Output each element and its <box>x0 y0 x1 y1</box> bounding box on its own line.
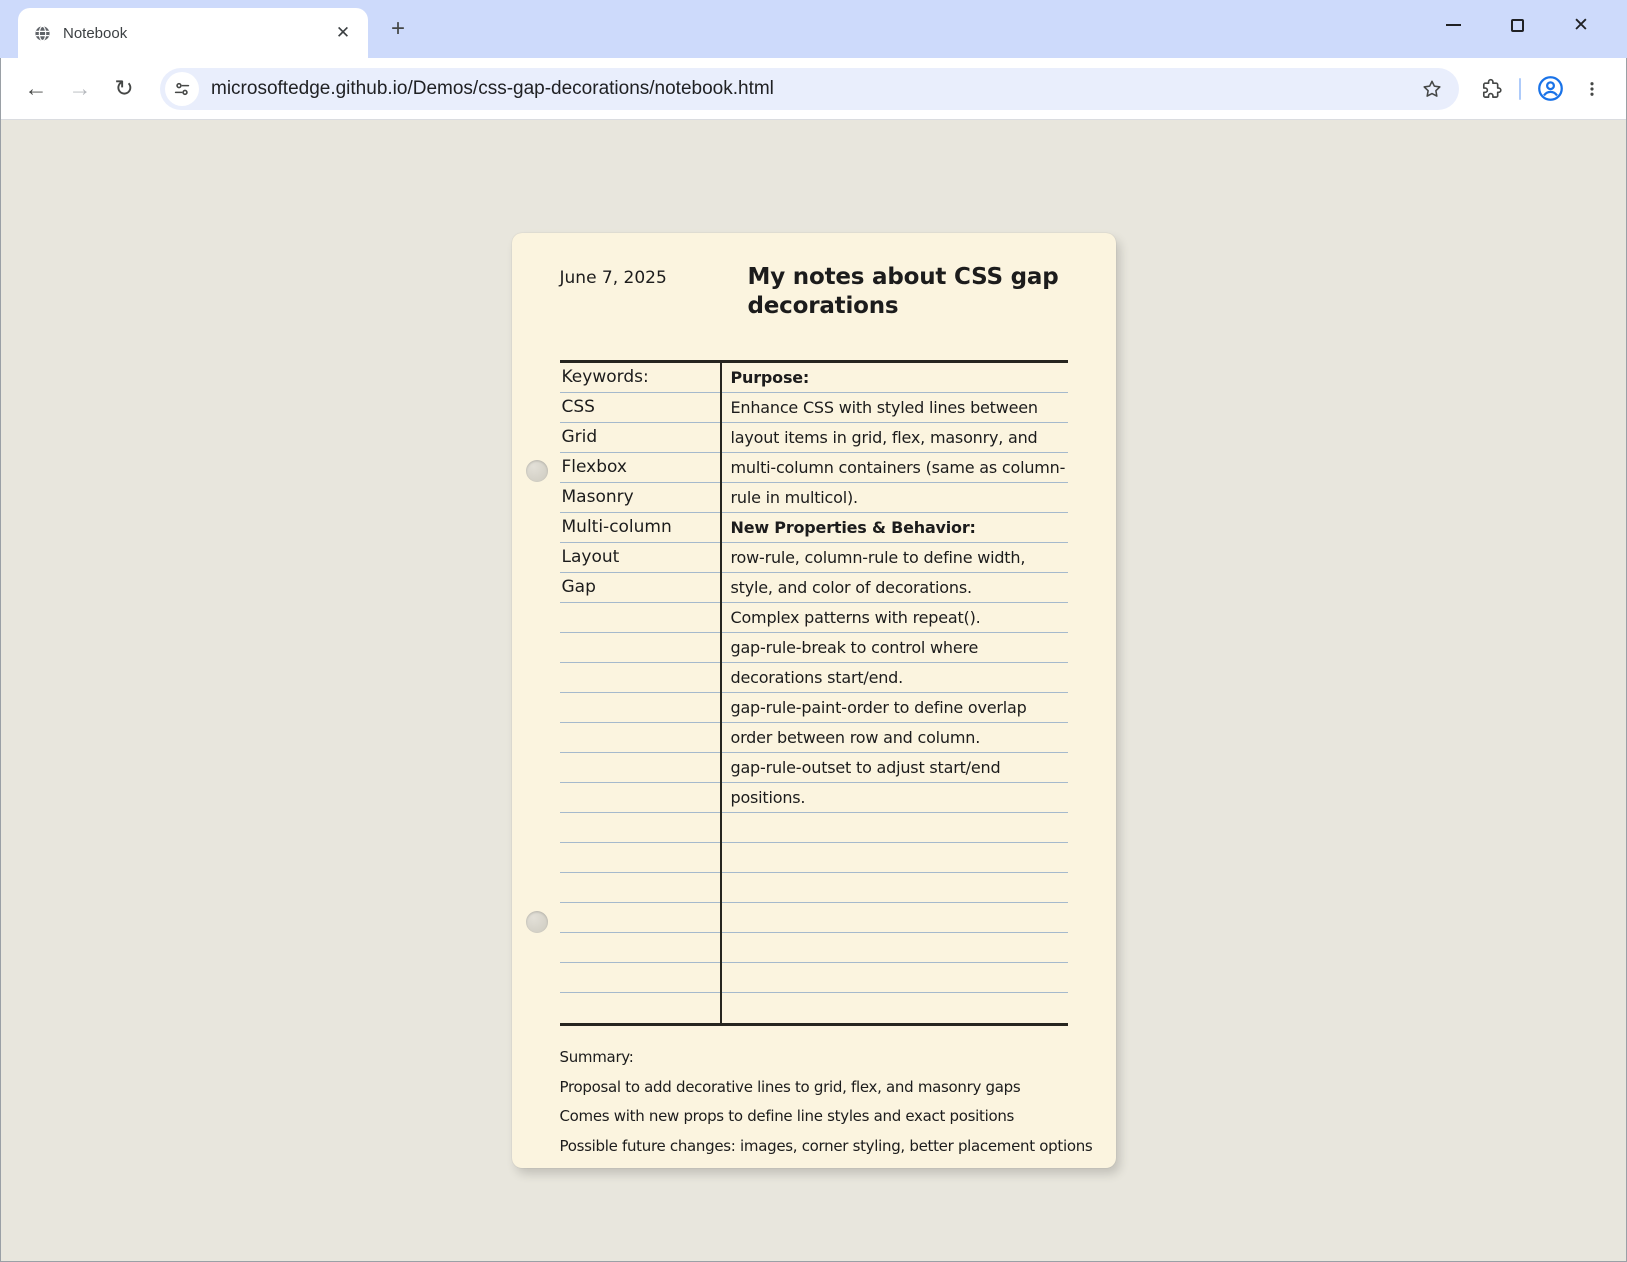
summary-line: Comes with new props to define line styles and exact positions <box>559 1107 1015 1125</box>
note-date: June 7, 2025 <box>559 268 667 288</box>
empty-row <box>722 813 1068 843</box>
note-line-row: gap-rule-outset to adjust start/end <box>722 753 1068 783</box>
note-line-row: gap-rule-paint-order to define overlap <box>722 693 1068 723</box>
summary-header: Summary: <box>559 1048 634 1066</box>
window-controls <box>1421 4 1613 46</box>
extensions-button[interactable] <box>1469 68 1511 110</box>
minimize-button[interactable] <box>1421 4 1485 46</box>
new-tab-button[interactable]: + <box>390 15 405 42</box>
empty-row <box>560 693 720 723</box>
empty-row <box>560 783 720 813</box>
note-line-row: row-rule, column-rule to define width, <box>722 543 1068 573</box>
puzzle-icon <box>1479 77 1502 100</box>
empty-row <box>560 903 720 933</box>
note-title: My notes about CSS gap decorations <box>747 264 1059 320</box>
note-table <box>560 360 1068 1026</box>
kebab-menu-icon <box>1583 80 1601 98</box>
note-header <box>560 263 1068 360</box>
hole-punch <box>526 911 548 933</box>
browser-menu-button[interactable] <box>1571 68 1613 110</box>
toolbar-divider <box>1519 78 1521 100</box>
note-summary <box>559 1026 1093 1161</box>
empty-row <box>560 963 720 993</box>
profile-icon <box>1537 75 1564 102</box>
note-line-row: Complex patterns with repeat(). <box>722 603 1068 633</box>
empty-row <box>560 843 720 873</box>
note-line-row: Enhance CSS with styled lines between <box>722 393 1068 423</box>
back-button[interactable]: ← <box>24 75 48 101</box>
address-bar[interactable] <box>160 68 1459 110</box>
summary-line: Proposal to add decorative lines to grid, flex, and masonry gaps <box>559 1077 1021 1096</box>
keyword-row: Gap <box>560 573 720 603</box>
tab-close-icon[interactable]: ✕ <box>335 23 351 42</box>
profile-button[interactable] <box>1529 68 1571 110</box>
empty-row <box>722 963 1068 993</box>
note-line-row: rule in multicol). <box>722 483 1068 513</box>
empty-row <box>560 873 720 903</box>
tab-title: Notebook <box>63 24 128 42</box>
close-window-button[interactable] <box>1549 4 1613 46</box>
note-card <box>512 233 1116 1168</box>
globe-favicon-icon <box>34 25 51 42</box>
url-text[interactable]: microsoftedge.github.io/Demos/css-gap-decorations/notebook.html <box>211 77 774 99</box>
reload-button[interactable]: ↻ <box>114 75 134 101</box>
keyword-row: Multi-column <box>560 513 720 543</box>
summary-line: Possible future changes: images, corner styling, better placement options <box>559 1136 1093 1155</box>
empty-row <box>560 993 720 1023</box>
note-line-row: gap-rule-break to control where <box>722 633 1068 663</box>
site-settings-button[interactable] <box>165 72 199 106</box>
star-icon <box>1421 78 1443 100</box>
empty-row <box>560 603 720 633</box>
note-line-row: style, and color of decorations. <box>722 573 1068 603</box>
note-line-row: New Properties & Behavior: <box>722 513 1068 543</box>
empty-row <box>722 903 1068 933</box>
keyword-row: Layout <box>560 543 720 573</box>
maximize-icon <box>1511 19 1524 32</box>
empty-row <box>722 933 1068 963</box>
note-line-row: Purpose: <box>722 363 1068 393</box>
empty-row <box>560 813 720 843</box>
note-line-row: positions. <box>722 783 1068 813</box>
keyword-row: CSS <box>560 393 720 423</box>
keywords-column <box>560 363 720 1023</box>
forward-button[interactable]: → <box>68 75 92 101</box>
keyword-row: Grid <box>560 423 720 453</box>
empty-row <box>560 753 720 783</box>
bookmark-star-button[interactable] <box>1415 72 1449 106</box>
minimize-icon <box>1446 24 1461 26</box>
empty-row <box>722 873 1068 903</box>
keywords-header-row: Keywords: <box>560 363 720 393</box>
keyword-row: Masonry <box>560 483 720 513</box>
tab-notebook[interactable] <box>18 8 368 58</box>
empty-row <box>722 843 1068 873</box>
empty-row <box>560 663 720 693</box>
note-line-row: decorations start/end. <box>722 663 1068 693</box>
tune-icon <box>173 80 191 98</box>
notes-column <box>720 363 1068 1023</box>
hole-punch <box>526 460 548 482</box>
tab-strip <box>0 0 1627 58</box>
maximize-button[interactable] <box>1485 4 1549 46</box>
note-line-row: order between row and column. <box>722 723 1068 753</box>
empty-row <box>560 633 720 663</box>
note-line-row: layout items in grid, flex, masonry, and <box>722 423 1068 453</box>
page-content <box>0 120 1627 1262</box>
empty-row <box>560 933 720 963</box>
keyword-row: Flexbox <box>560 453 720 483</box>
empty-row <box>722 993 1068 1023</box>
close-icon: ✕ <box>1573 14 1589 36</box>
browser-toolbar <box>0 58 1627 120</box>
note-line-row: multi-column containers (same as column- <box>722 453 1068 483</box>
empty-row <box>560 723 720 753</box>
summary-lines <box>559 1073 1093 1162</box>
